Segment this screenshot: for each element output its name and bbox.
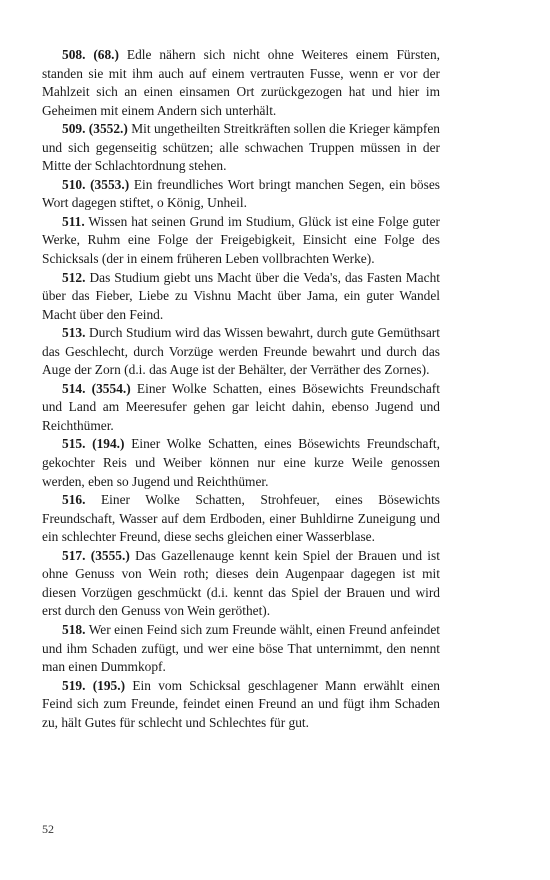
- entry-number: 517. (3555.): [62, 547, 130, 563]
- entry-517: [42, 547, 440, 621]
- entry-number: 512.: [62, 269, 86, 285]
- entry-516: [42, 491, 440, 547]
- entry-number: 518.: [62, 621, 86, 637]
- entry-text: Durch Studium wird das Wissen bewahrt, durch gute Gemüthsart das Geschlecht, durch Vorzüge werden Freunde bewahrt und durch das Auge der Zorn (d.i. das Auge ist der Behälter, der Verräther des Zornes).: [42, 325, 440, 378]
- entry-text: Einer Wolke Schatten, eines Bösewichts Freundschaft und Land am Meeresufer gehen gar leicht dahin, ebenso Jugend und Reichthümer.: [42, 380, 440, 433]
- entry-number: 509. (3552.): [62, 121, 128, 137]
- entry-515: [42, 435, 440, 491]
- entry-text: Einer Wolke Schatten, Strohfeuer, eines Bösewichts Freundschaft, Wasser auf dem Erdboden, einer Buhldirne Zuneigung und ein schlechter Freund, diese sechs gleichen einer Wasserblase.: [42, 492, 440, 545]
- entry-514: [42, 380, 440, 436]
- entry-number: 519. (195.): [62, 677, 126, 693]
- entry-509: [42, 120, 440, 176]
- entry-number: 511.: [62, 213, 85, 229]
- entry-number: 516.: [62, 492, 86, 508]
- entry-number: 513.: [62, 325, 86, 341]
- entry-text: Mit ungetheilten Streitkräften sollen die Krieger kämpfen und sich gegenseitig schützen; alle schwachen Truppen müssen in der Mitte der Schlachtordnung stehen.: [42, 121, 440, 174]
- page-body: [42, 46, 440, 846]
- entry-text: Wer einen Feind sich zum Freunde wählt, einen Freund anfeindet und ihm Schaden zufügt, und wer eine böse That unternimmt, den nennt man einen Dummkopf.: [42, 621, 441, 675]
- entry-text: Das Gazellenauge kennt kein Spiel der Brauen und ist ohne Genuss von Wein roth; dieses dein Augenpaar dagegen ist mit diesen Vorzügen geschmückt (d.i. kennt das Spiel der Brauen und wird erst durch den Genuss von Wein geröthet).: [42, 547, 440, 619]
- entry-number: 510. (3553.): [62, 176, 130, 192]
- entry-512: [42, 269, 440, 325]
- entry-519: [42, 677, 440, 733]
- entry-text: Einer Wolke Schatten, eines Bösewichts Freundschaft, gekochter Reis und Weiber können nur eine kurze Weile genossen werden, eben so Jugend und Reichthümer.: [42, 436, 440, 489]
- entry-text: Edle nähern sich nicht ohne Weiteres einem Fürsten, standen sie mit ihm auch auf einem vertrauten Fusse, wenn er vor der Mahlzeit sich an einen einsamen Ort zurückgezogen hat und hier im Geheimen mit einem Andern sich unterhält.: [42, 47, 440, 118]
- entry-text: Ein vom Schicksal geschlagener Mann erwählt einen Feind sich zum Freunde, feindet einen Freund an und fügt ihm Schaden zu, hält Gutes für schlecht und Schlechtes für gut.: [42, 677, 440, 730]
- entries-list: [42, 46, 440, 732]
- page-number: 52: [42, 822, 54, 836]
- entry-number: 508. (68.): [62, 47, 119, 62]
- entry-511: [42, 213, 440, 269]
- entry-510: [42, 176, 440, 213]
- entry-text: Das Studium giebt uns Macht über die Veda's, das Fasten Macht über das Fieber, Liebe zu Vishnu Macht über Jama, ein guter Wandel Macht über den Feind.: [42, 269, 440, 322]
- entry-text: Ein freundliches Wort bringt manchen Segen, ein böses Wort dagegen stiftet, o König, Unheil.: [42, 176, 440, 211]
- entry-508: [42, 46, 440, 120]
- entry-number: 514. (3554.): [62, 380, 131, 396]
- entry-text: Wissen hat seinen Grund im Studium, Glück ist eine Folge guter Werke, Ruhm eine Folge der Freigebigkeit, Einsicht eine Folge des Schicksals (der in einem früheren Leben vollbrachten Werke).: [42, 213, 440, 267]
- entry-number: 515. (194.): [62, 436, 125, 452]
- entry-518: [42, 621, 440, 677]
- entry-513: [42, 324, 440, 380]
